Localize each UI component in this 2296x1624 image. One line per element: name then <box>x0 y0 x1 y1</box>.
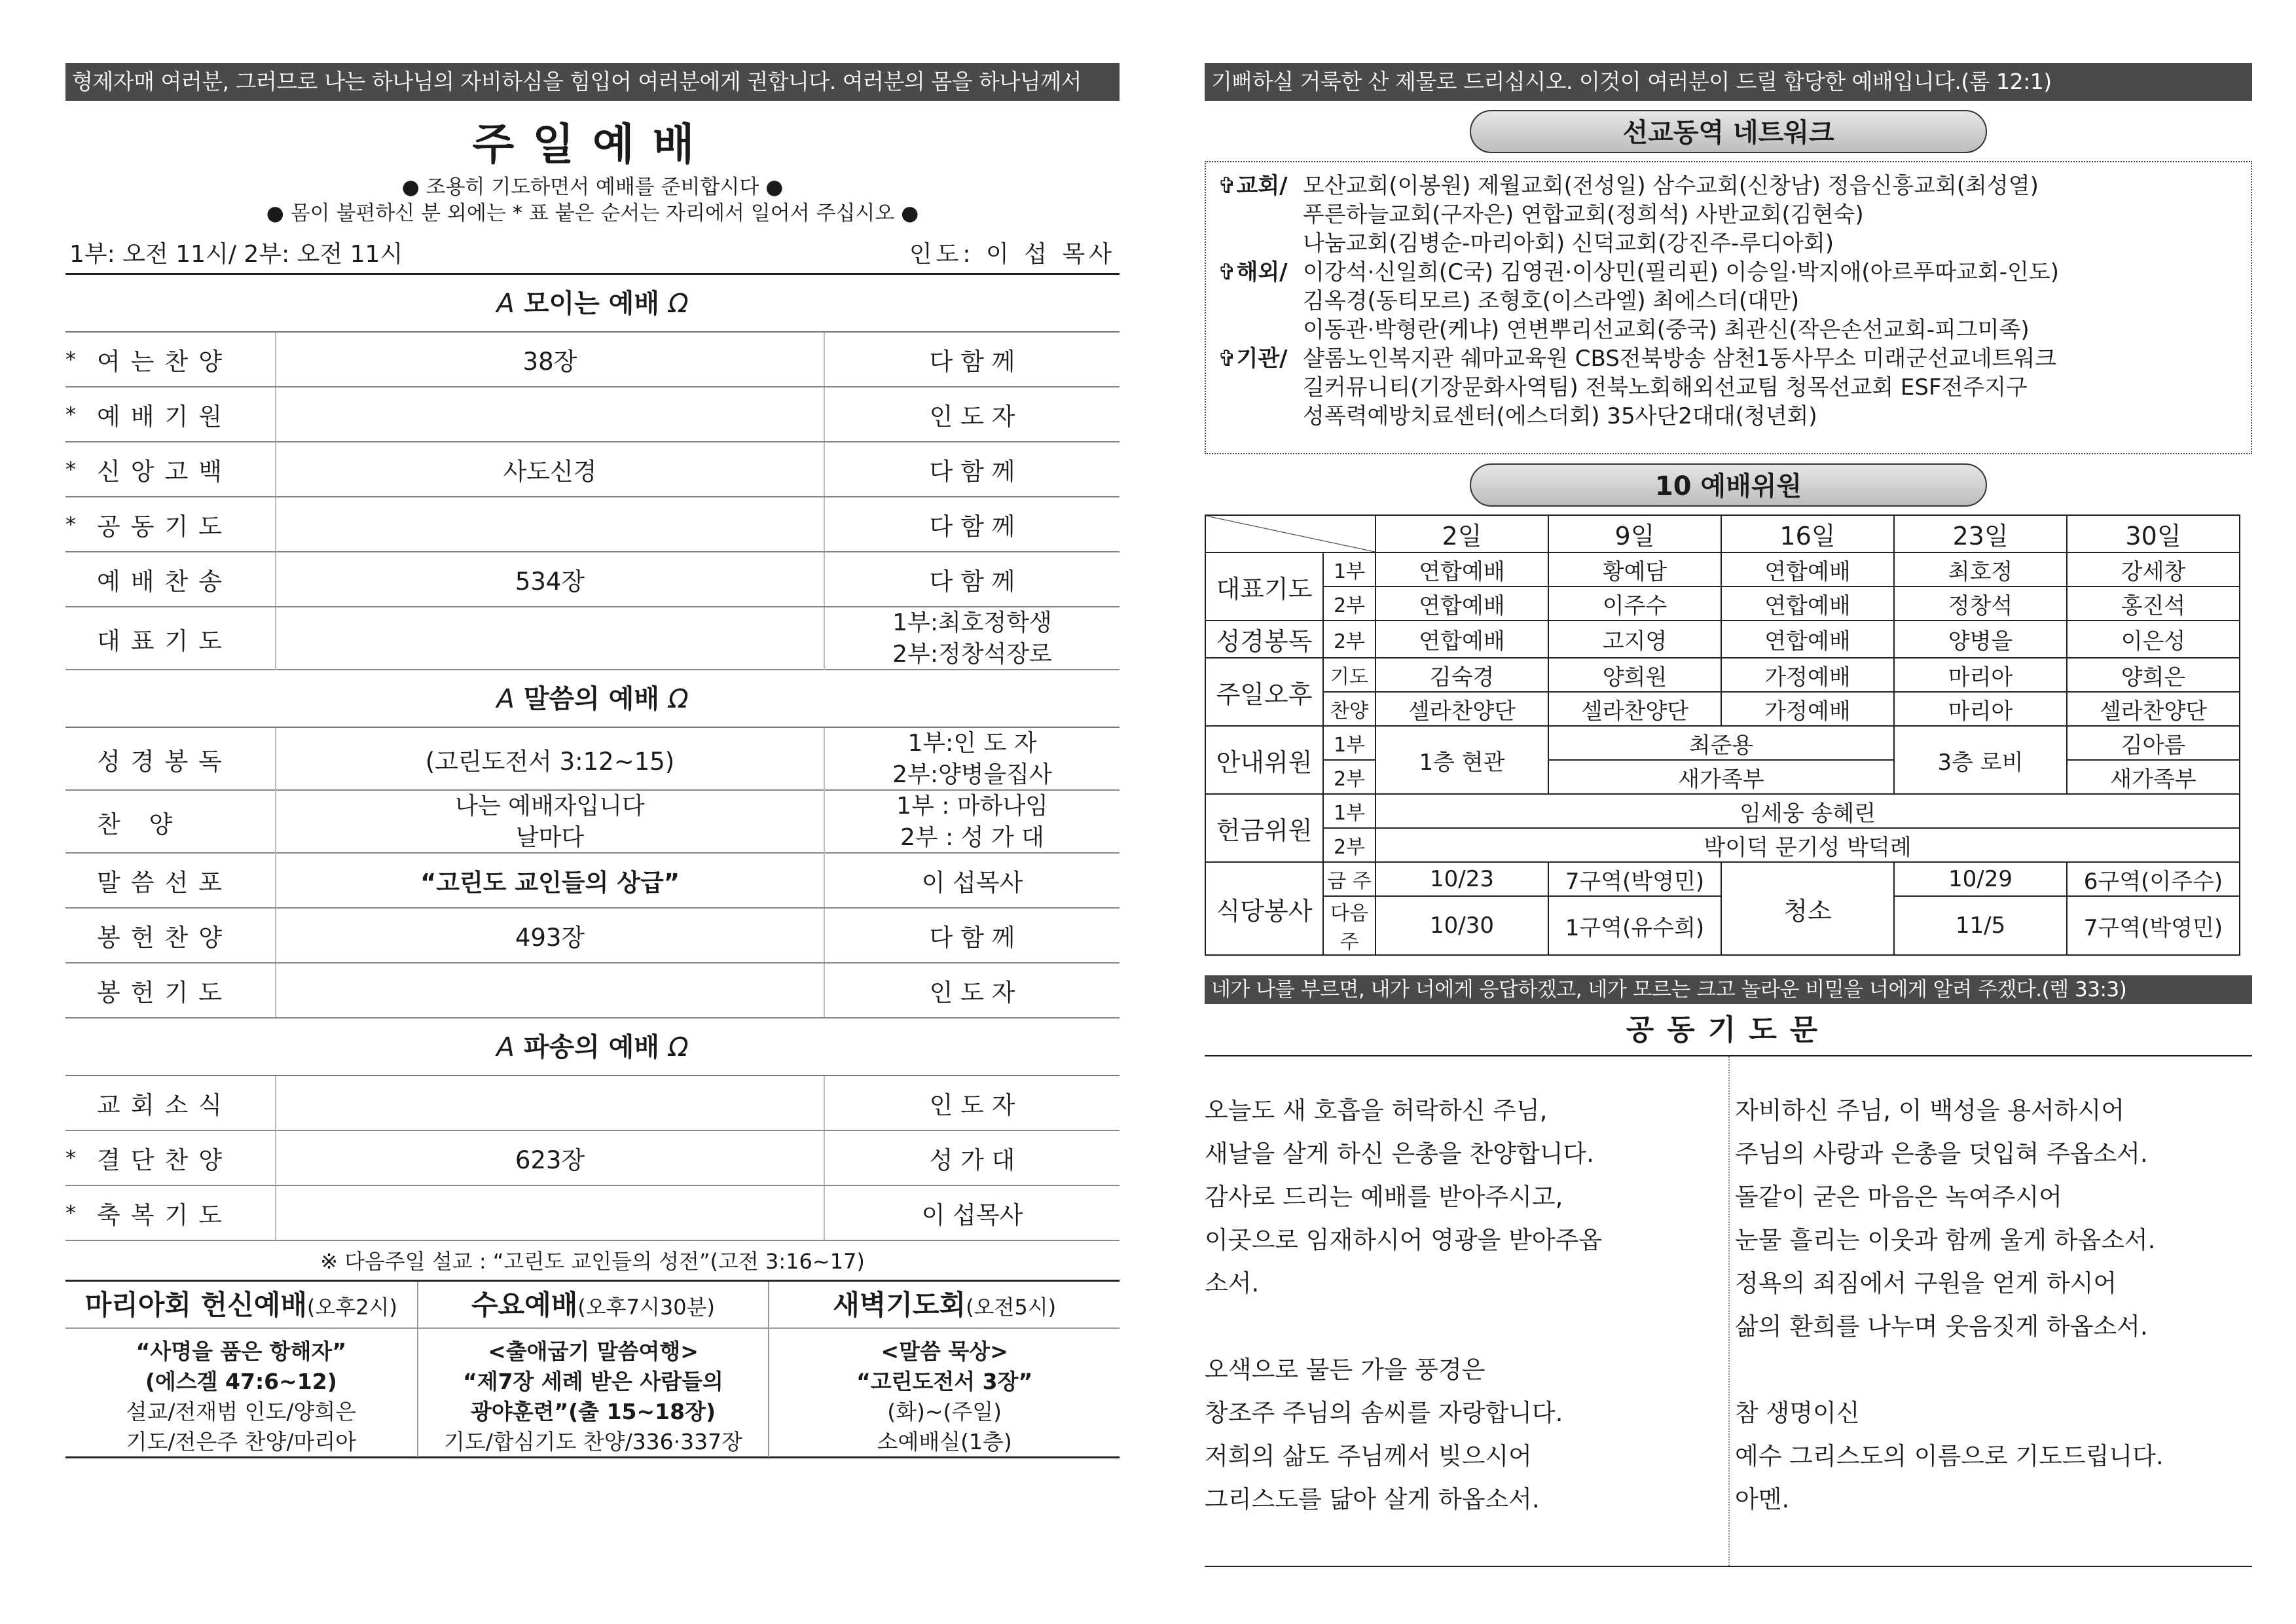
order-content-text: 38장 <box>522 348 577 376</box>
service-line: 설교/전재범 인도/양희은 <box>126 1399 357 1424</box>
order-item-label: 여는찬양 <box>97 348 232 376</box>
service-line: 기도/전은주 찬양/마리아 <box>126 1429 357 1454</box>
mission-network <box>1205 161 2252 454</box>
responsible-text: 인 도 자 <box>929 979 1015 1007</box>
order-item <box>65 442 275 496</box>
service-line: “제7장 세례 받은 사람들의 <box>463 1369 723 1394</box>
order-content <box>275 497 825 551</box>
service-leader: 인도: 이 섭 목사 <box>909 241 1116 268</box>
order-content-text: 623장 <box>515 1146 585 1174</box>
stand-marker: * <box>65 512 76 537</box>
order-item-label: 말씀선포 <box>97 869 232 897</box>
order-item-label: 찬 양 <box>97 810 183 839</box>
prayer-line: 돌같이 굳은 마음은 녹여주시어 <box>1735 1183 2062 1211</box>
table-row: 찬양 셀라찬양단 셀라찬양단 가정예배 마리아 셀라찬양단 <box>1205 692 2240 726</box>
order-content <box>275 728 825 791</box>
prayer-line: 오늘도 새 호흡을 허락하신 주님, <box>1205 1096 1548 1125</box>
network-institutions: ✞기관/ 샬롬노인복지관 쉐마교육원 CBS전북방송 삼천1동사무소 미래군선교네트워크 길커뮤니티(기장문화사역팀) 전북노회해외선교팀 청목선교회 ESF전주지구 성폭력예방치료센터(에스더회) 35사단2대대(청년회) <box>1218 346 2057 429</box>
section-heading <box>65 1019 1120 1076</box>
section-heading <box>65 670 1120 728</box>
order-content <box>275 333 825 386</box>
order-responsible <box>825 388 1120 441</box>
service-line: (화)~(주일) <box>887 1399 1002 1424</box>
table-row: 2부 박이덕 문기성 박덕례 <box>1205 828 2240 862</box>
prayer-line: 소서. <box>1205 1269 1260 1297</box>
table-row: 성경봉독 2부 연합예배 고지영 연합예배 양병을 이은성 <box>1205 621 2240 658</box>
page-title: 주일예배 <box>472 119 713 170</box>
order-item <box>65 1076 275 1130</box>
service-line: 소예배실(1층) <box>877 1429 1012 1454</box>
table-row: 헌금위원 1부 임세웅 송혜린 <box>1205 794 2240 828</box>
section-name: 파송의 예배 <box>523 1032 659 1062</box>
right-banner-top: 기뻐하실 거룩한 산 제물로 드리십시오. 이것이 여러분이 드릴 합당한 예배입니다.(롬 12:1) <box>1205 63 2252 101</box>
prayer-line: 그리스도를 닮아 살게 하옵소서. <box>1205 1485 1540 1513</box>
order-responsible <box>825 1076 1120 1130</box>
service-box-title: 새벽기도회(오전5시) <box>769 1282 1120 1329</box>
order-row <box>65 1131 1120 1186</box>
order-row <box>65 854 1120 909</box>
order-responsible <box>825 333 1120 386</box>
service-box-body <box>65 1329 417 1457</box>
order-row <box>65 442 1120 497</box>
order-content-text: 534장 <box>515 568 585 596</box>
service-box-wednesday <box>417 1282 769 1457</box>
prayer-line <box>1205 1305 1728 1348</box>
order-row <box>65 1076 1120 1131</box>
order-row <box>65 1186 1120 1241</box>
order-row <box>65 909 1120 964</box>
responsible-text: 2부:양병을집사 <box>892 761 1052 788</box>
prayer-line: 저희의 삶도 주님께서 빚으시어 <box>1205 1442 1532 1470</box>
responsible-text: 성 가 대 <box>929 1146 1015 1174</box>
table-row: 2부 새가족부 새가족부 <box>1205 760 2240 794</box>
order-item <box>65 909 275 962</box>
responsible-text: 인 도 자 <box>929 403 1015 431</box>
omega-symbol: Ω <box>668 289 689 319</box>
order-item-label: 성경봉독 <box>97 748 232 776</box>
network-title: 선교동역 네트워크 <box>1470 110 1987 153</box>
weekly-services <box>65 1282 1120 1458</box>
order-of-worship <box>65 275 1120 1241</box>
table-row: 2부 연합예배 이주수 연합예배 정창석 홍진석 <box>1205 586 2240 621</box>
prayer-line: 주님의 사랑과 은총을 덧입혀 주옵소서. <box>1735 1140 2148 1168</box>
order-content-text: 493장 <box>515 924 585 952</box>
responsible-text: 다 함 께 <box>929 348 1015 376</box>
order-responsible <box>825 497 1120 551</box>
alpha-symbol: A <box>496 684 515 714</box>
order-responsible <box>825 728 1120 791</box>
service-line: <출애굽기 말씀여행> <box>488 1339 699 1364</box>
order-content <box>275 791 825 854</box>
section-name: 모이는 예배 <box>523 289 659 319</box>
service-line: “고린도전서 3장” <box>856 1369 1033 1394</box>
next-sermon-notice: ※ 다음주일 설교 : “고린도 교인들의 성전”(고전 3:16~17) <box>65 1241 1120 1282</box>
prayer-line: 새날을 살게 하신 은총을 찬양합니다. <box>1205 1140 1594 1168</box>
order-responsible <box>825 854 1120 907</box>
prayer-line: 예수 그리스도의 이름으로 기도드립니다. <box>1735 1442 2164 1470</box>
right-banner-mid: 네가 나를 부르면, 내가 너에게 응답하겠고, 네가 모르는 크고 놀라운 비밀을 너에게 알려 주겠다.(렘 33:3) <box>1205 975 2252 1004</box>
order-content-text: “고린도 교인들의 상급” <box>420 869 680 897</box>
responsible-text: 다 함 께 <box>929 458 1015 486</box>
order-item <box>65 607 275 670</box>
responsible-text: 1부:최호정학생 <box>892 609 1052 636</box>
common-prayer <box>1205 1056 2252 1567</box>
order-responsible <box>825 1131 1120 1185</box>
service-line: <말씀 묵상> <box>881 1339 1008 1364</box>
order-item <box>65 552 275 606</box>
order-content <box>275 854 825 907</box>
table-row: 다음주 10/30 1구역(유수희) 11/5 7구역(박영민) <box>1205 896 2240 955</box>
worship-committee-table <box>1205 514 2240 956</box>
service-box-maria <box>65 1282 417 1457</box>
prayer-title: 공동기도문 <box>1205 1004 2252 1056</box>
left-banner: 형제자매 여러분, 그러므로 나는 하나님의 자비하심을 힘입어 여러분에게 권합니다. 여러분의 몸을 하나님께서 <box>65 63 1120 101</box>
order-content <box>275 909 825 962</box>
order-responsible <box>825 909 1120 962</box>
responsible-text: 이 섭목사 <box>921 1201 1023 1229</box>
service-line: 기도/합심기도 찬양/336·337장 <box>443 1429 743 1454</box>
order-item-label: 신앙고백 <box>97 458 232 486</box>
order-item <box>65 333 275 386</box>
order-content <box>275 964 825 1017</box>
order-item-label: 봉헌찬양 <box>97 924 232 952</box>
order-item <box>65 791 275 854</box>
stand-marker: * <box>65 457 76 482</box>
prayer-line <box>1735 1348 2252 1392</box>
service-time-row <box>65 234 1120 275</box>
order-row <box>65 333 1120 388</box>
order-content <box>275 552 825 606</box>
stand-marker: * <box>65 1146 76 1170</box>
order-row <box>65 388 1120 442</box>
order-content-text: 나는 예배자입니다 <box>455 793 645 820</box>
stand-marker: * <box>65 1200 76 1225</box>
omega-symbol: Ω <box>668 684 689 714</box>
order-responsible <box>825 791 1120 854</box>
section-heading <box>65 275 1120 333</box>
prayer-line: 이곳으로 임재하시어 영광을 받아주옵 <box>1205 1226 1603 1254</box>
corner-cell <box>1205 515 1376 552</box>
stand-marker: * <box>65 347 76 372</box>
alpha-symbol: A <box>496 289 515 319</box>
order-item-label: 봉헌기도 <box>97 979 232 1007</box>
order-content <box>275 388 825 441</box>
order-responsible <box>825 1186 1120 1240</box>
service-line: 광야훈련”(출 15~18장) <box>470 1399 716 1424</box>
order-responsible <box>825 442 1120 496</box>
prayer-line: 감사로 드리는 예배를 받아주시고, <box>1205 1183 1563 1211</box>
order-item-label: 공동기도 <box>97 513 232 541</box>
service-box-title: 수요예배(오후7시30분) <box>418 1282 769 1329</box>
notice-line-2: ● 몸이 불편하신 분 외에는 * 표 붙은 순서는 자리에서 일어서 주십시오 ● <box>266 202 919 225</box>
table-row: 식당봉사 금 주 10/23 7구역(박영민) 청소 10/29 6구역(이주수) <box>1205 862 2240 896</box>
service-box-body <box>769 1329 1120 1457</box>
prayer-right-column <box>1728 1056 2252 1566</box>
alpha-symbol: A <box>496 1032 515 1062</box>
order-item-label: 예배기원 <box>97 403 232 431</box>
order-item-label: 대표기도 <box>97 627 232 655</box>
service-times: 1부: 오전 11시/ 2부: 오전 11시 <box>69 241 403 268</box>
order-row <box>65 728 1120 791</box>
order-item <box>65 1131 275 1185</box>
responsible-text: 1부:인 도 자 <box>907 730 1037 757</box>
network-churches: ✞교회/ 모산교회(이봉원) 제월교회(전성일) 삼수교회(신창남) 정읍신흥교회(최성열) 푸른하늘교회(구자은) 연합교회(정희석) 사반교회(김현숙) 나눔교회(김병순-마리아회) 신덕교회(강진주-루디아회) <box>1218 173 2039 257</box>
order-row <box>65 791 1120 854</box>
order-item <box>65 964 275 1017</box>
order-item-label: 결단찬양 <box>97 1146 232 1174</box>
responsible-text: 2부:정창석장로 <box>892 641 1052 668</box>
prayer-line: 삶의 환희를 나누며 웃음짓게 하옵소서. <box>1735 1312 2148 1341</box>
responsible-text: 2부 : 성 가 대 <box>900 824 1044 851</box>
network-overseas: ✞해외/ 이강석·신일희(C국) 김영권·이상민(필리핀) 이승일·박지애(아르푸따교회-인도) 김옥경(동티모르) 조형호(이스라엘) 최에스더(대만) 이동관·박형란(케냐) 연변뿌리선교회(중국) 최관신(작은손선교회-피그미족) <box>1218 259 2059 343</box>
service-box-title: 마리아회 헌신예배(오후2시) <box>65 1282 417 1329</box>
order-content <box>275 1131 825 1185</box>
prayer-line: 정욕의 죄짐에서 구원을 얻게 하시어 <box>1735 1269 2117 1297</box>
order-row <box>65 607 1120 670</box>
section-name: 말씀의 예배 <box>523 684 659 714</box>
order-content-text: 사도신경 <box>503 458 597 486</box>
prayer-line: 자비하신 주님, 이 백성을 용서하시어 <box>1735 1096 2124 1125</box>
service-line: “사명을 품은 항해자” <box>136 1339 347 1364</box>
responsible-text: 다 함 께 <box>929 924 1015 952</box>
notice-line-1: ● 조용히 기도하면서 예배를 준비합시다 ● <box>401 175 784 199</box>
omega-symbol: Ω <box>668 1032 689 1062</box>
order-item <box>65 497 275 551</box>
order-item-label: 축복기도 <box>97 1201 232 1229</box>
order-item <box>65 728 275 791</box>
order-content <box>275 607 825 670</box>
order-item-label: 예배찬송 <box>97 568 232 596</box>
prayer-line: 오색으로 물든 가을 풍경은 <box>1205 1356 1485 1384</box>
order-responsible <box>825 552 1120 606</box>
right-page <box>1205 0 2252 1624</box>
service-box-dawn <box>768 1282 1120 1457</box>
order-row <box>65 964 1120 1019</box>
responsible-text: 다 함 께 <box>929 513 1015 541</box>
order-item <box>65 854 275 907</box>
order-item <box>65 388 275 441</box>
responsible-text: 1부 : 마하나임 <box>896 793 1048 820</box>
order-item <box>65 1186 275 1240</box>
order-content <box>275 1186 825 1240</box>
order-responsible <box>825 964 1120 1017</box>
responsible-text: 인 도 자 <box>929 1091 1015 1119</box>
service-line: (에스겔 47:6~12) <box>145 1369 337 1394</box>
order-row <box>65 497 1120 552</box>
order-content <box>275 1076 825 1130</box>
table-row: 안내위원 1부 1층 현관 최준용 3층 로비 김아름 <box>1205 726 2240 760</box>
table-header-row: 2일 9일 16일 23일 30일 <box>1205 515 2240 552</box>
prayer-left-column <box>1205 1056 1728 1566</box>
responsible-text: 이 섭목사 <box>921 869 1023 897</box>
prayer-line: 창조주 주님의 솜씨를 자랑합니다. <box>1205 1399 1563 1427</box>
order-content-text: 날마다 <box>515 824 585 851</box>
order-item-label: 교회소식 <box>97 1091 232 1119</box>
schedule-title: 10 예배위원 <box>1470 463 1987 507</box>
left-page <box>65 0 1120 1624</box>
prayer-line: 눈물 흘리는 이웃과 함께 울게 하옵소서. <box>1735 1226 2156 1254</box>
prayer-line: 참 생명이신 <box>1735 1399 1860 1427</box>
order-row <box>65 552 1120 607</box>
table-row: 대표기도 1부 연합예배 황예담 연합예배 최호정 강세창 <box>1205 552 2240 586</box>
stand-marker: * <box>65 402 76 427</box>
table-row: 주일오후 기도 김숙경 양희원 가정예배 마리아 양희은 <box>1205 658 2240 692</box>
service-box-body <box>418 1329 769 1457</box>
order-content-text: (고린도전서 3:12~15) <box>425 748 675 776</box>
order-content <box>275 442 825 496</box>
prayer-line: 아멘. <box>1735 1485 1790 1513</box>
responsible-text: 다 함 께 <box>929 568 1015 596</box>
order-responsible <box>825 607 1120 670</box>
